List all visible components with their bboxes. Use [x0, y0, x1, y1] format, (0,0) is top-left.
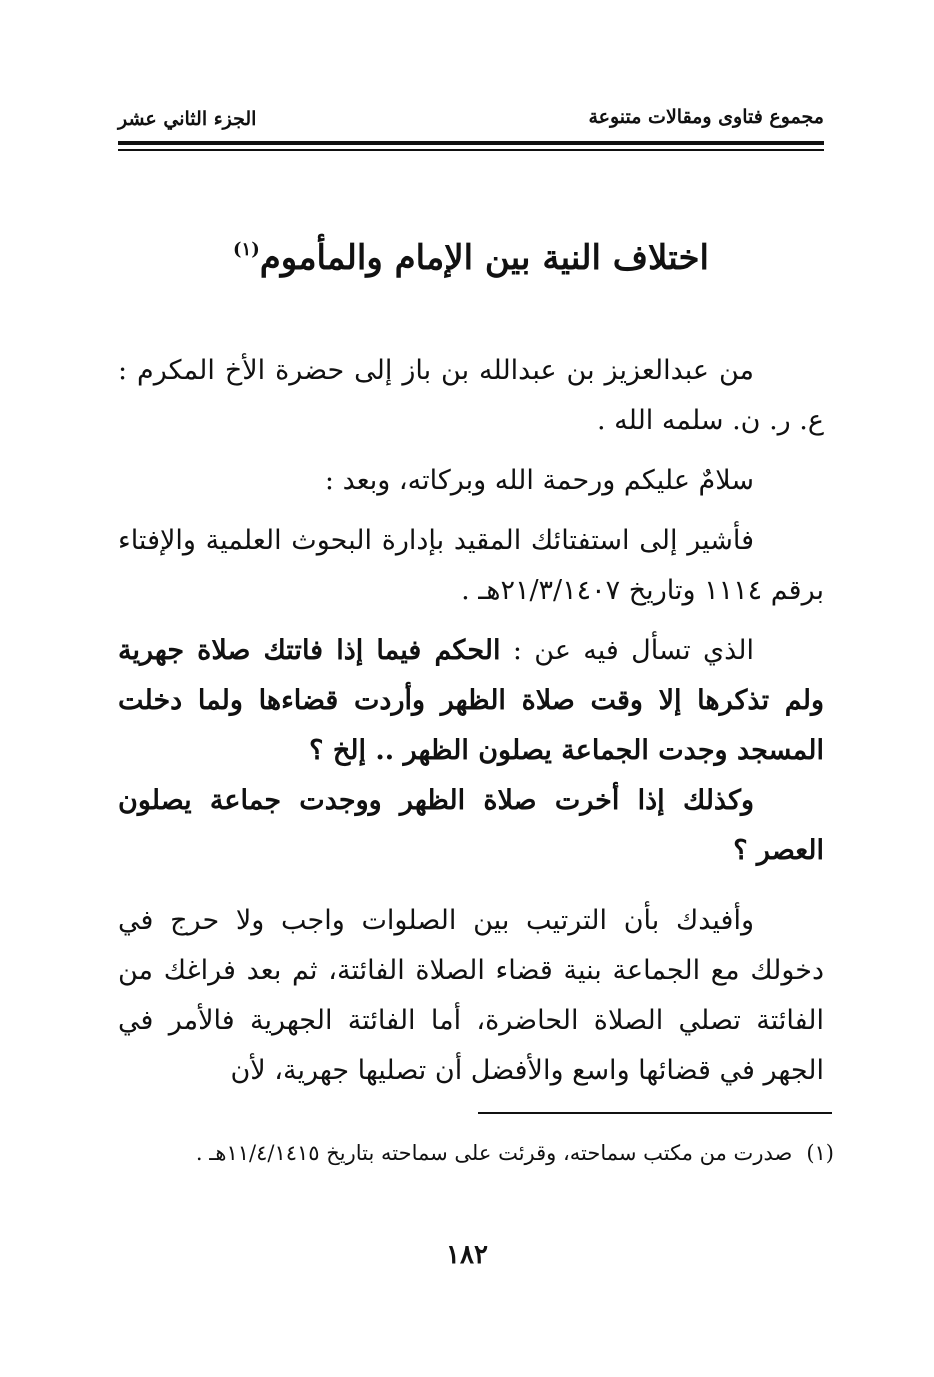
book-title: مجموع فتاوى ومقالات متنوعة: [588, 106, 824, 128]
header-rule-thick: [118, 141, 824, 145]
question-text: الحكم فيما إذا فاتتك صلاة جهرية ولم تذكرها إلا وقت صلاة الظهر وأردت قضاءها ولما دخلت المسجد وجدت الجماعة يصلون الظهر .. إلخ ؟: [118, 635, 824, 766]
body-text: [118, 346, 824, 1096]
footnote: [118, 1135, 834, 1171]
title-text: اختلاف النية بين الإمام والمأموم: [259, 238, 710, 278]
paragraph-question-2: وكذلك إذا أخرت صلاة الظهر ووجدت جماعة يصلون العصر ؟: [118, 785, 824, 866]
volume-label: الجزء الثاني عشر: [118, 108, 257, 130]
footnote-number: (١): [806, 1141, 834, 1165]
paragraph-question: [118, 626, 824, 776]
paragraph-salutation-from: من عبدالعزيز بن عبدالله بن باز إلى حضرة الأخ المكرم : ع. ر. ن. سلمه الله .: [118, 355, 824, 436]
footnote-text: صدرت من مكتب سماحته، وقرئت على سماحته بتاريخ ١١/٤/١٤١٥هـ .: [195, 1141, 793, 1165]
header-rule-thin: [118, 149, 824, 151]
running-header: [118, 100, 824, 136]
page-title: [118, 222, 824, 286]
question-intro: الذي تسأل فيه عن :: [512, 635, 754, 666]
paragraph-reference: فأشير إلى استفتائك المقيد بإدارة البحوث العلمية والإفتاء برقم ١١١٤ وتاريخ ٢١/٣/١٤٠٧هـ .: [118, 525, 824, 606]
page-number: ١٨٢: [446, 1240, 488, 1270]
paragraph-greeting: سلامٌ عليكم ورحمة الله وبركاته، وبعد :: [324, 465, 754, 496]
paragraph-answer: وأفيدك بأن الترتيب بين الصلوات واجب ولا حرج في دخولك مع الجماعة بنية قضاء الصلاة الفائتة، ثم بعد فراغك من الفائتة تصلي الصلاة الحاضرة، أما الفائتة الجهرية فالأمر في الجهر في قضائها واسع والأفضل أن تصليها جهرية، لأن: [118, 905, 824, 1086]
title-footnote-marker: (١): [232, 239, 260, 260]
footnote-separator: [478, 1112, 832, 1114]
